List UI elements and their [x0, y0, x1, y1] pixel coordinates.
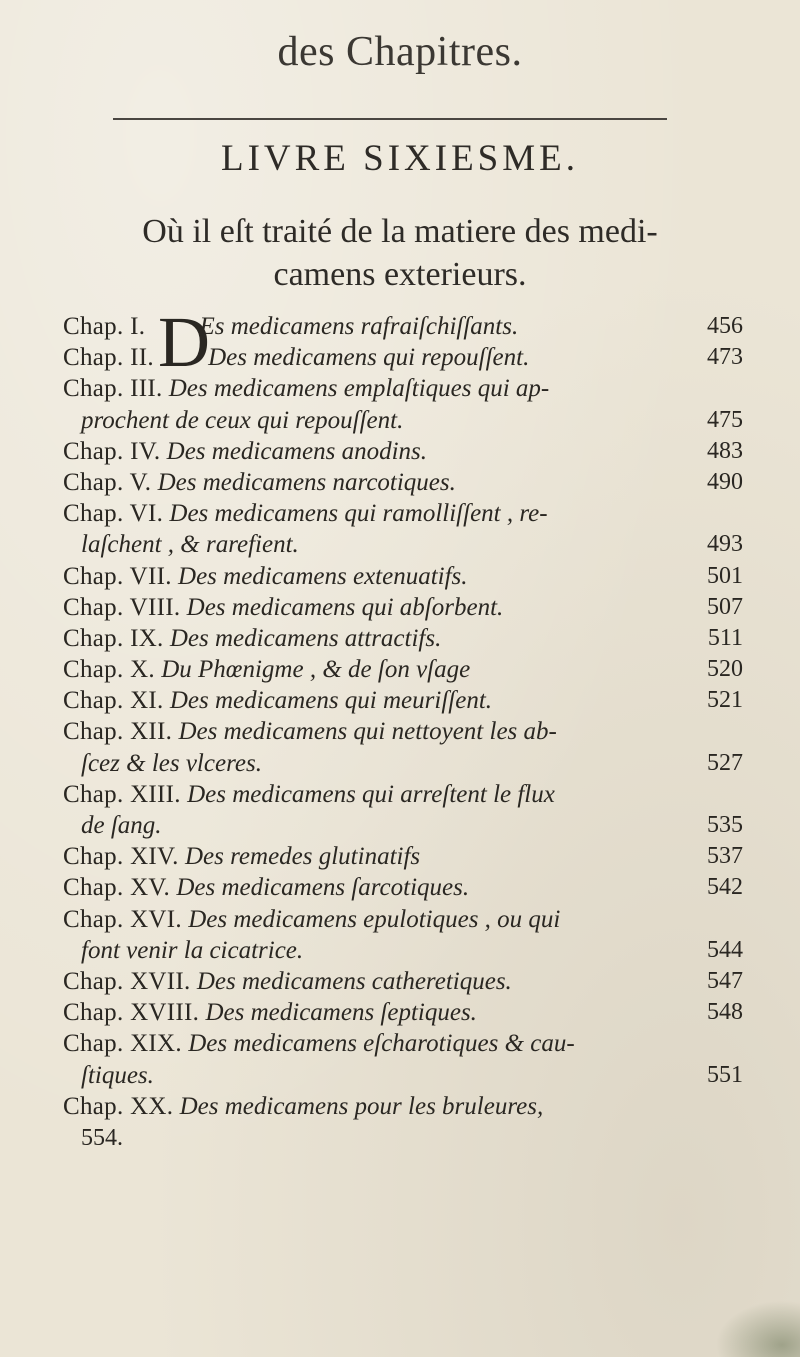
page-number: 475 — [707, 406, 743, 433]
toc-entry — [63, 654, 743, 685]
toc-line — [63, 748, 743, 779]
page-number: 511 — [707, 624, 743, 651]
toc-entry — [63, 623, 743, 654]
toc-line — [63, 467, 743, 498]
toc-entry — [63, 467, 743, 498]
toc-line — [63, 779, 743, 810]
chapter-title: Des medicamens eſcharotiques & cau- — [188, 1030, 575, 1058]
toc-line — [63, 997, 743, 1028]
page-number: 547 — [707, 967, 743, 994]
drop-cap: D — [158, 302, 210, 382]
page-number: 554. — [81, 1124, 123, 1151]
toc-entry — [63, 997, 743, 1028]
chapter-title: Des medicamens catheretiques. — [196, 967, 512, 995]
toc-line — [63, 373, 743, 404]
chapter-title: Des medicamens attractifs. — [169, 624, 442, 652]
chapter-label: Chap. XV. — [63, 874, 171, 902]
header-rule — [113, 118, 667, 120]
chapter-label: Chap. XII. — [63, 718, 173, 746]
toc-entry — [63, 1091, 743, 1153]
toc-line — [63, 841, 743, 872]
chapter-label: Chap. XVI. — [63, 905, 182, 933]
chapter-label: Chap. VII. — [63, 562, 172, 590]
subtitle-line: Où il eſt traité de la matiere des medi- — [142, 213, 658, 250]
toc-line — [63, 498, 743, 529]
chapter-title: Des medicamens pour les bruleures, — [179, 1092, 544, 1120]
toc-line — [63, 685, 743, 716]
toc-line — [63, 561, 743, 592]
page-number: 544 — [707, 936, 743, 963]
page-number: 493 — [707, 531, 743, 558]
chapter-title: Des medicamens epulotiques , ou qui — [188, 905, 561, 933]
subtitle-line: camens exterieurs. — [273, 256, 527, 293]
toc-entry — [63, 779, 743, 841]
chapter-title: prochent de ceux qui repouſſent. — [81, 406, 404, 434]
page-stain — [710, 1297, 800, 1357]
chapter-title: ſcez & les vlceres. — [81, 749, 262, 777]
chapter-title: Des medicamens qui repouſſent. — [208, 344, 530, 372]
page-number: 537 — [707, 843, 743, 870]
toc-line — [63, 935, 743, 966]
chapter-title: Du Phœnigme , & de ſon vſage — [161, 656, 471, 684]
chapter-label: Chap. VI. — [63, 500, 164, 528]
chapter-label: Chap. IV. — [63, 437, 161, 465]
chapter-title: Des medicamens emplaſtiques qui ap- — [168, 375, 550, 403]
chapter-label: Chap. XVIII. — [63, 999, 200, 1027]
toc-line — [63, 1091, 743, 1122]
chapter-label: Chap. XVII. — [63, 967, 191, 995]
chapter-label: Chap. III. — [63, 375, 163, 403]
toc-line — [63, 654, 743, 685]
toc-entry — [63, 966, 743, 997]
page-number: 483 — [707, 437, 743, 464]
chapter-title: Des medicamens qui meuriſſent. — [169, 687, 493, 715]
chapter-label: Chap. IX. — [63, 624, 164, 652]
chapter-label: Chap. V. — [63, 468, 152, 496]
toc-entry — [63, 561, 743, 592]
toc-entry — [63, 592, 743, 623]
toc-line — [63, 716, 743, 747]
chapter-title: ſtiques. — [81, 1061, 154, 1089]
chapter-label: Chap. VIII. — [63, 593, 181, 621]
chapter-title: de ſang. — [81, 812, 162, 839]
book-title: LIVRE SIXIESME. — [220, 138, 580, 179]
chapter-title: Es medicamens rafraiſchiſſants. — [199, 313, 519, 340]
table-of-contents — [63, 302, 743, 1153]
toc-entry — [63, 904, 743, 966]
page-number: 520 — [707, 656, 743, 683]
toc-line — [63, 436, 743, 467]
page-number: 551 — [707, 1061, 743, 1088]
chapter-title: Des medicamens qui abſorbent. — [186, 593, 504, 621]
toc-line — [63, 592, 743, 623]
chapter-title: Des medicamens ſarcotiques. — [176, 874, 470, 902]
chapter-title: Des medicamens anodins. — [166, 437, 428, 465]
toc-entry — [63, 498, 743, 560]
toc-entry — [63, 872, 743, 903]
toc-entry — [63, 1028, 743, 1090]
toc-line — [63, 1122, 743, 1153]
chapter-label: Chap. I. — [63, 313, 146, 340]
chapter-title: Des medicamens narcotiques. — [157, 468, 456, 496]
page-number: 527 — [707, 749, 743, 776]
chapter-title: Des medicamens ſeptiques. — [205, 999, 477, 1027]
page-number: 548 — [707, 999, 743, 1026]
page-number: 521 — [707, 687, 743, 714]
chapter-title: Des medicamens qui ramolliſſent , re- — [169, 500, 548, 528]
chapter-label: Chap. XI. — [63, 687, 164, 715]
chapter-label: Chap. II. — [63, 344, 154, 372]
page-number: 535 — [707, 812, 743, 838]
toc-line — [63, 904, 743, 935]
toc-line — [63, 966, 743, 997]
toc-line — [63, 810, 743, 841]
toc-entry — [63, 841, 743, 872]
toc-line — [63, 1028, 743, 1059]
page-number: 542 — [707, 874, 743, 901]
toc-line — [63, 342, 743, 373]
chapter-label: Chap. XIX. — [63, 1030, 182, 1058]
page-number: 490 — [707, 468, 743, 495]
toc-line — [63, 405, 743, 436]
toc-entry — [63, 373, 743, 435]
page-number: 456 — [707, 313, 743, 339]
toc-entry — [63, 436, 743, 467]
running-head: des Chapitres. — [277, 29, 523, 75]
toc-line — [63, 623, 743, 654]
chapter-title: laſchent , & rarefient. — [81, 531, 299, 559]
toc-line — [63, 872, 743, 903]
page-number: 501 — [707, 562, 743, 589]
page-number: 473 — [707, 344, 743, 371]
chapter-title: Des remedes glutinatifs — [184, 843, 421, 871]
chapter-label: Chap. XX. — [63, 1092, 174, 1120]
chapter-title: Des medicamens qui nettoyent les ab- — [178, 718, 557, 746]
chapter-label: Chap. XIV. — [63, 843, 179, 871]
chapter-title: Des medicamens qui arreſtent le flux — [187, 780, 555, 808]
toc-line — [63, 1060, 743, 1091]
toc-line — [63, 529, 743, 560]
toc-entry — [63, 685, 743, 716]
page-number: 507 — [707, 593, 743, 620]
book-subtitle — [30, 210, 770, 296]
toc-entry — [63, 342, 743, 373]
toc-entry — [63, 716, 743, 778]
chapter-label: Chap. X. — [63, 656, 155, 684]
chapter-title: Des medicamens extenuatifs. — [178, 562, 468, 590]
chapter-title: font venir la cicatrice. — [81, 936, 304, 964]
chapter-label: Chap. XIII. — [63, 780, 181, 808]
